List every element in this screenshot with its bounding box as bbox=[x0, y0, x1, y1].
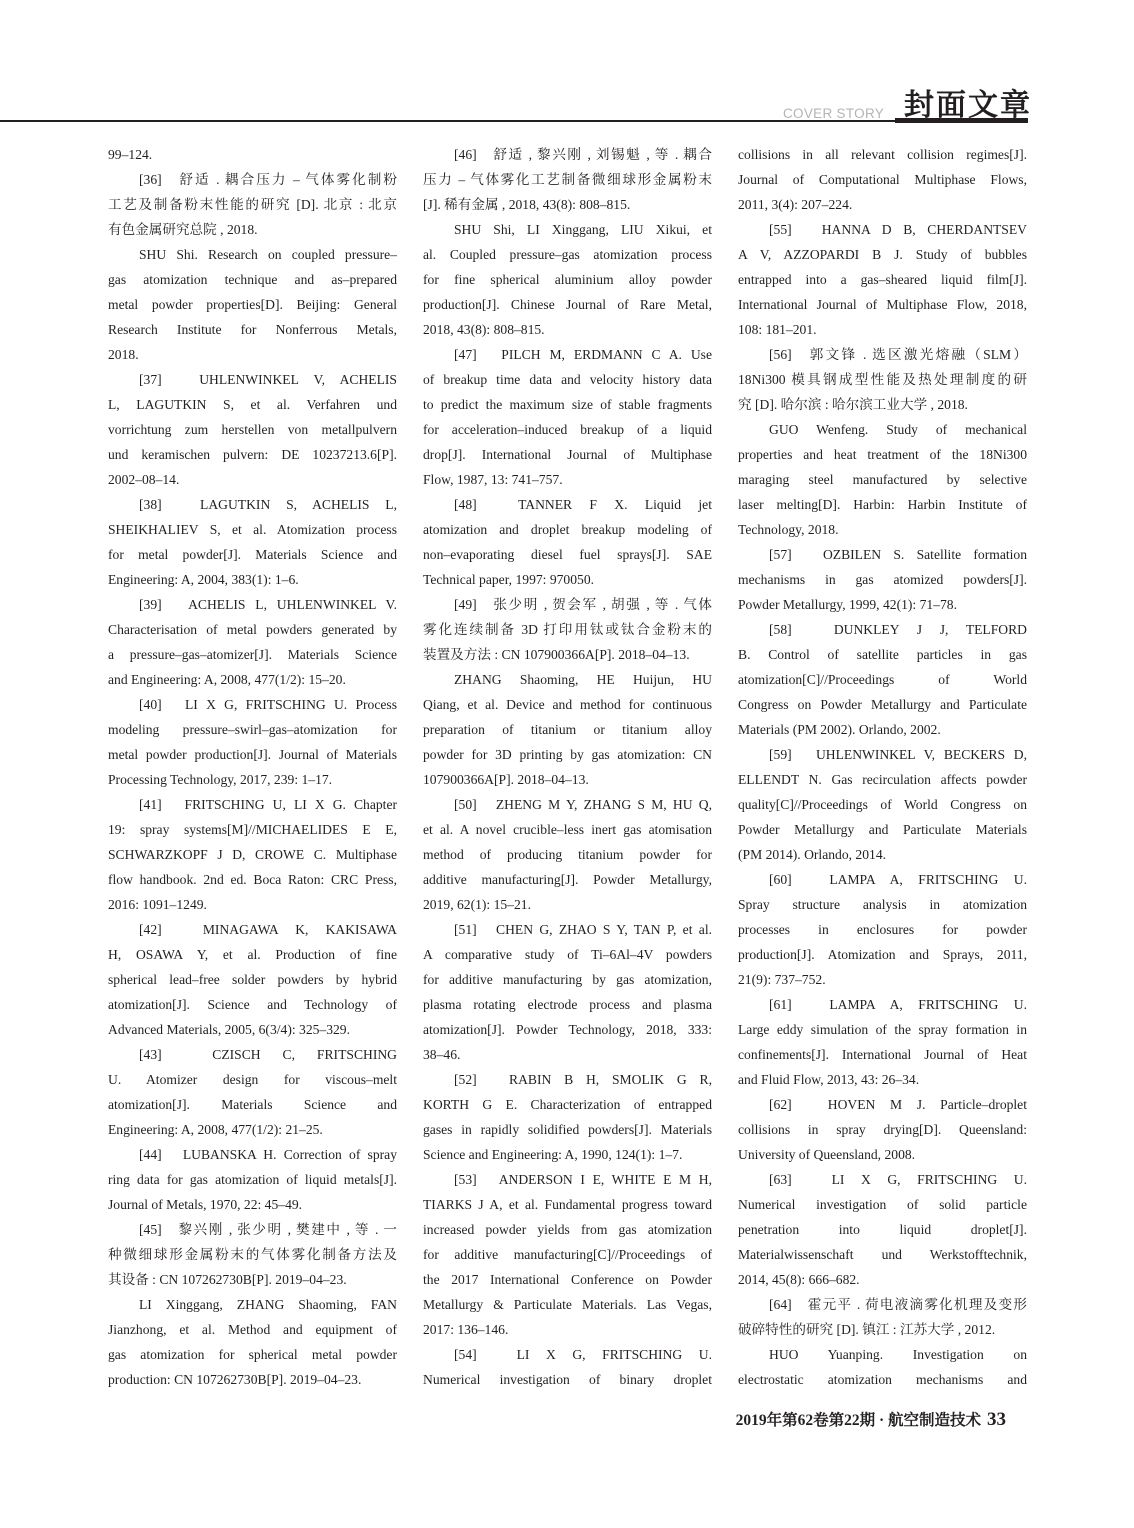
reference-line: for acceleration–induced breakup of a liquid bbox=[423, 422, 712, 437]
reference-line: production[J]. Atomization and Sprays, 2011, bbox=[738, 947, 1027, 962]
reference-line: metal powder properties[D]. Beijing: General bbox=[108, 297, 397, 312]
reference-line: Research Institute for Nonferrous Metals, bbox=[108, 322, 397, 337]
reference-line: A comparative study of Ti–6Al–4V powders bbox=[423, 947, 712, 962]
reference-line: HUO Yuanping. Investigation on bbox=[769, 1347, 1027, 1362]
reference-line: Flow, 1987, 13: 741–757. bbox=[423, 472, 563, 487]
reference-line: 19: spray systems[M]//MICHAELIDES E E, bbox=[108, 822, 397, 837]
reference-line: [37] UHLENWINKEL V, ACHELIS bbox=[139, 372, 397, 387]
reference-line: atomization[J]. Science and Technology of bbox=[108, 997, 397, 1012]
reference-line: a pressure–gas–atomizer[J]. Materials Science bbox=[108, 647, 397, 662]
reference-line: 107900366A[P]. 2018–04–13. bbox=[423, 772, 589, 787]
reference-line: ELLENDT N. Gas recirculation affects powder bbox=[738, 772, 1027, 787]
reference-line: et al. A novel crucible–less inert gas atomisation bbox=[423, 822, 712, 837]
reference-line: 其设备 : CN 107262730B[P]. 2019–04–23. bbox=[108, 1272, 347, 1287]
reference-line: 破碎特性的研究 [D]. 镇江 : 江苏大学 , 2012. bbox=[738, 1322, 996, 1337]
reference-line: Congress on Powder Metallurgy and Particulate bbox=[738, 697, 1027, 712]
reference-line: modeling pressure–swirl–gas–atomization for bbox=[108, 722, 397, 737]
reference-line: [52] RABIN B H, SMOLIK G R, bbox=[454, 1072, 712, 1087]
reference-line: gas atomization technique and as–prepared bbox=[108, 272, 397, 287]
reference-line: laser melting[D]. Harbin: Harbin Institute of bbox=[738, 497, 1027, 512]
reference-line: properties and heat treatment of the 18Ni300 bbox=[738, 447, 1027, 462]
reference-line: [57] OZBILEN S. Satellite formation bbox=[769, 547, 1027, 562]
reference-line: und keramischen pulvern: DE 10237213.6[P]. bbox=[108, 447, 397, 462]
reference-line: (PM 2014). Orlando, 2014. bbox=[738, 847, 887, 862]
reference-line: to predict the maximum size of stable fragments bbox=[423, 397, 712, 412]
reference-line: vorrichtung zum herstellen von metallpulvern bbox=[108, 422, 397, 437]
journal-issue-info: 2019年第62卷第22期 · 航空制造技术 bbox=[735, 1412, 981, 1429]
reference-line: for additive manufacturing[C]//Proceedings of bbox=[423, 1247, 712, 1262]
section-label-chinese: 封面文章 bbox=[904, 88, 1032, 123]
reference-line: plasma rotating electrode process and plasma bbox=[423, 997, 712, 1012]
reference-line: [44] LUBANSKA H. Correction of spray bbox=[139, 1147, 397, 1162]
reference-line: 2017: 136–146. bbox=[423, 1322, 509, 1337]
reference-line: Numerical investigation of binary droplet bbox=[423, 1372, 712, 1387]
reference-line: 18Ni300 模具钢成型性能及热处理制度的研 bbox=[738, 372, 1027, 387]
reference-line: spherical lead–free solder powders by hybrid bbox=[108, 972, 397, 987]
reference-line: [43] CZISCH C, FRITSCHING bbox=[139, 1047, 397, 1062]
reference-line: H, OSAWA Y, et al. Production of fine bbox=[108, 947, 397, 962]
reference-line: for fine spherical aluminium alloy powder bbox=[423, 272, 712, 287]
reference-line: [50] ZHENG M Y, ZHANG S M, HU Q, bbox=[454, 797, 712, 812]
reference-line: SCHWARZKOPF J D, CROWE C. Multiphase bbox=[108, 847, 397, 862]
reference-line: Characterisation of metal powders generated by bbox=[108, 622, 397, 637]
reference-line: [63] LI X G, FRITSCHING U. bbox=[769, 1172, 1027, 1187]
reference-line: drop[J]. International Journal of Multiphase bbox=[423, 447, 712, 462]
reference-line: Advanced Materials, 2005, 6(3/4): 325–329. bbox=[108, 1022, 350, 1037]
reference-line: method of producing titanium powder for bbox=[423, 847, 712, 862]
reference-line: increased powder yields from gas atomization bbox=[423, 1222, 712, 1237]
reference-line: 压力 – 气体雾化工艺制备微细球形金属粉末 bbox=[423, 172, 712, 187]
reference-line: [61] LAMPA A, FRITSCHING U. bbox=[769, 997, 1027, 1012]
reference-line: [53] ANDERSON I E, WHITE E M H, bbox=[454, 1172, 712, 1187]
reference-line: Materials (PM 2002). Orlando, 2002. bbox=[738, 722, 941, 737]
reference-line: [58] DUNKLEY J J, TELFORD bbox=[769, 622, 1027, 637]
reference-line: additive manufacturing[J]. Powder Metallurgy, bbox=[423, 872, 712, 887]
reference-line: [54] LI X G, FRITSCHING U. bbox=[454, 1347, 712, 1362]
reference-line: SHU Shi. Research on coupled pressure– bbox=[139, 247, 397, 262]
reference-line: SHEIKHALIEV S, et al. Atomization process bbox=[108, 522, 397, 537]
reference-line: B. Control of satellite particles in gas bbox=[738, 647, 1027, 662]
reference-line: Engineering: A, 2004, 383(1): 1–6. bbox=[108, 572, 299, 587]
reference-line: [60] LAMPA A, FRITSCHING U. bbox=[769, 872, 1027, 887]
reference-line: atomization[C]//Proceedings of World bbox=[738, 672, 1027, 687]
reference-line: Qiang, et al. Device and method for continuous bbox=[423, 697, 712, 712]
reference-line: [38] LAGUTKIN S, ACHELIS L, bbox=[139, 497, 397, 512]
reference-line: U. Atomizer design for viscous–melt bbox=[108, 1072, 397, 1087]
reference-line: GUO Wenfeng. Study of mechanical bbox=[769, 422, 1027, 437]
reference-line: 2019, 62(1): 15–21. bbox=[423, 897, 531, 912]
reference-line: quality[C]//Proceedings of World Congress on bbox=[738, 797, 1027, 812]
reference-line: Numerical investigation of solid particle bbox=[738, 1197, 1027, 1212]
reference-line: [64] 霍元平 . 荷电液滴雾化机理及变形 bbox=[769, 1297, 1027, 1312]
reference-line: [59] UHLENWINKEL V, BECKERS D, bbox=[769, 747, 1027, 762]
reference-line: [48] TANNER F X. Liquid jet bbox=[454, 497, 712, 512]
reference-line: 21(9): 737–752. bbox=[738, 972, 826, 987]
reference-line: production: CN 107262730B[P]. 2019–04–23. bbox=[108, 1372, 362, 1387]
reference-line: 2018, 43(8): 808–815. bbox=[423, 322, 545, 337]
reference-line: collisions in all relevant collision regimes[J]. bbox=[738, 147, 1027, 162]
reference-line: [55] HANNA D B, CHERDANTSEV bbox=[769, 222, 1027, 237]
reference-line: [47] PILCH M, ERDMANN C A. Use bbox=[454, 347, 712, 362]
reference-line: non–evaporating diesel fuel sprays[J]. SAE bbox=[423, 547, 712, 562]
reference-line: 工艺及制备粉末性能的研究 [D]. 北京 : 北京 bbox=[108, 197, 397, 212]
reference-line: maraging steel manufactured by selective bbox=[738, 472, 1027, 487]
reference-line: Materialwissenschaft und Werkstofftechnik, bbox=[738, 1247, 1027, 1262]
reference-line: 99–124. bbox=[108, 147, 153, 162]
reference-line: 有色金属研究总院 , 2018. bbox=[108, 222, 258, 237]
reference-column-3 bbox=[738, 142, 1027, 1392]
reference-line: penetration into liquid droplet[J]. bbox=[738, 1222, 1027, 1237]
reference-line: [41] FRITSCHING U, LI X G. Chapter bbox=[139, 797, 397, 812]
reference-line: [J]. 稀有金属 , 2018, 43(8): 808–815. bbox=[423, 197, 631, 212]
reference-line: L, LAGUTKIN S, et al. Verfahren und bbox=[108, 397, 397, 412]
reference-line: 38–46. bbox=[423, 1047, 461, 1062]
reference-line: the 2017 International Conference on Powder bbox=[423, 1272, 712, 1287]
reference-line: atomization[J]. Materials Science and bbox=[108, 1097, 397, 1112]
reference-line: 装置及方法 : CN 107900366A[P]. 2018–04–13. bbox=[423, 647, 690, 662]
reference-line: production[J]. Chinese Journal of Rare Metal, bbox=[423, 297, 712, 312]
reference-line: gases in rapidly solidified powders[J]. Materials bbox=[423, 1122, 712, 1137]
reference-line: [56] 郭文锋 . 选区激光熔融（SLM） bbox=[769, 347, 1027, 362]
reference-line: Engineering: A, 2008, 477(1/2): 21–25. bbox=[108, 1122, 323, 1137]
reference-line: Powder Metallurgy, 1999, 42(1): 71–78. bbox=[738, 597, 957, 612]
reference-line: and Engineering: A, 2008, 477(1/2): 15–20. bbox=[108, 672, 346, 687]
reference-line: 108: 181–201. bbox=[738, 322, 817, 337]
reference-line: atomization and droplet breakup modeling of bbox=[423, 522, 712, 537]
reference-line: [36] 舒适 . 耦合压力 – 气体雾化制粉 bbox=[139, 172, 397, 187]
reference-line: processes in enclosures for powder bbox=[738, 922, 1027, 937]
reference-line: 2002–08–14. bbox=[108, 472, 180, 487]
reference-line: electrostatic atomization mechanisms and bbox=[738, 1372, 1027, 1387]
reference-column-1 bbox=[108, 142, 397, 1392]
reference-line: University of Queensland, 2008. bbox=[738, 1147, 916, 1162]
page-number: 33 bbox=[987, 1409, 1006, 1430]
reference-line: [49] 张少明 , 贺会军 , 胡强 , 等 . 气体 bbox=[454, 597, 712, 612]
section-label-english: COVER STORY bbox=[783, 106, 885, 121]
reference-line: Journal of Computational Multiphase Flows, bbox=[738, 172, 1027, 187]
reference-line: Science and Engineering: A, 1990, 124(1): 1–7. bbox=[423, 1147, 683, 1162]
reference-line: Technical paper, 1997: 970050. bbox=[423, 572, 595, 587]
reference-line: preparation of titanium or titanium alloy bbox=[423, 722, 712, 737]
reference-line: [42] MINAGAWA K, KAKISAWA bbox=[139, 922, 397, 937]
reference-line: 雾化连续制备 3D 打印用钛或钛合金粉末的 bbox=[423, 622, 712, 637]
reference-line: Journal of Metals, 1970, 22: 45–49. bbox=[108, 1197, 303, 1212]
reference-line: ZHANG Shaoming, HE Huijun, HU bbox=[454, 672, 712, 687]
reference-line: al. Coupled pressure–gas atomization process bbox=[423, 247, 712, 262]
reference-line: LI Xinggang, ZHANG Shaoming, FAN bbox=[139, 1297, 397, 1312]
reference-line: 究 [D]. 哈尔滨 : 哈尔滨工业大学 , 2018. bbox=[738, 397, 968, 412]
reference-line: [46] 舒适 , 黎兴刚 , 刘锡魁 , 等 . 耦合 bbox=[454, 147, 712, 162]
reference-line: flow handbook. 2nd ed. Boca Raton: CRC Press, bbox=[108, 872, 397, 887]
reference-line: gas atomization for spherical metal powder bbox=[108, 1347, 397, 1362]
reference-line: A V, AZZOPARDI B J. Study of bubbles bbox=[738, 247, 1027, 262]
reference-line: entrapped into a gas–sheared liquid film[J]. bbox=[738, 272, 1027, 287]
reference-line: TIARKS J A, et al. Fundamental progress toward bbox=[423, 1197, 712, 1212]
reference-line: collisions in spray drying[D]. Queensland: bbox=[738, 1122, 1027, 1137]
reference-line: Processing Technology, 2017, 239: 1–17. bbox=[108, 772, 333, 787]
page-footer bbox=[723, 1408, 1006, 1431]
reference-line: 2018. bbox=[108, 347, 139, 362]
reference-line: metal powder production[J]. Journal of Materials bbox=[108, 747, 397, 762]
reference-line: for additive manufacturing by gas atomization, bbox=[423, 972, 712, 987]
reference-line: Metallurgy & Particulate Materials. Las Vegas, bbox=[423, 1297, 712, 1312]
reference-line: [62] HOVEN M J. Particle–droplet bbox=[769, 1097, 1027, 1112]
reference-line: and Fluid Flow, 2013, 43: 26–34. bbox=[738, 1072, 920, 1087]
reference-line: KORTH G E. Characterization of entrapped bbox=[423, 1097, 712, 1112]
reference-line: [39] ACHELIS L, UHLENWINKEL V. bbox=[139, 597, 397, 612]
reference-line: SHU Shi, LI Xinggang, LIU Xikui, et bbox=[454, 222, 712, 237]
reference-line: Jianzhong, et al. Method and equipment of bbox=[108, 1322, 397, 1337]
reference-line: [45] 黎兴刚 , 张少明 , 樊建中 , 等 . 一 bbox=[139, 1222, 397, 1237]
reference-line: of breakup time data and velocity history data bbox=[423, 372, 712, 387]
reference-line: 2014, 45(8): 666–682. bbox=[738, 1272, 860, 1287]
reference-line: for metal powder[J]. Materials Science and bbox=[108, 547, 397, 562]
reference-line: 种微细球形金属粉末的气体雾化制备方法及 bbox=[108, 1247, 397, 1262]
reference-line: atomization[J]. Powder Technology, 2018, 333: bbox=[423, 1022, 712, 1037]
reference-line: mechanisms in gas atomized powders[J]. bbox=[738, 572, 1027, 587]
reference-line: [40] LI X G, FRITSCHING U. Process bbox=[139, 697, 397, 712]
reference-line: Large eddy simulation of the spray formation in bbox=[738, 1022, 1027, 1037]
reference-line: Spray structure analysis in atomization bbox=[738, 897, 1027, 912]
reference-line: powder for 3D printing by gas atomization: CN bbox=[423, 747, 712, 762]
reference-line: ring data for gas atomization of liquid metals[J]. bbox=[108, 1172, 397, 1187]
reference-line: 2016: 1091–1249. bbox=[108, 897, 207, 912]
reference-column-2 bbox=[423, 142, 712, 1392]
reference-line: International Journal of Multiphase Flow, 2018, bbox=[738, 297, 1027, 312]
reference-line: confinements[J]. International Journal of Heat bbox=[738, 1047, 1027, 1062]
reference-line: Powder Metallurgy and Particulate Materials bbox=[738, 822, 1027, 837]
reference-line: 2011, 3(4): 207–224. bbox=[738, 197, 853, 212]
reference-line: [51] CHEN G, ZHAO S Y, TAN P, et al. bbox=[454, 922, 712, 937]
reference-line: Technology, 2018. bbox=[738, 522, 839, 537]
